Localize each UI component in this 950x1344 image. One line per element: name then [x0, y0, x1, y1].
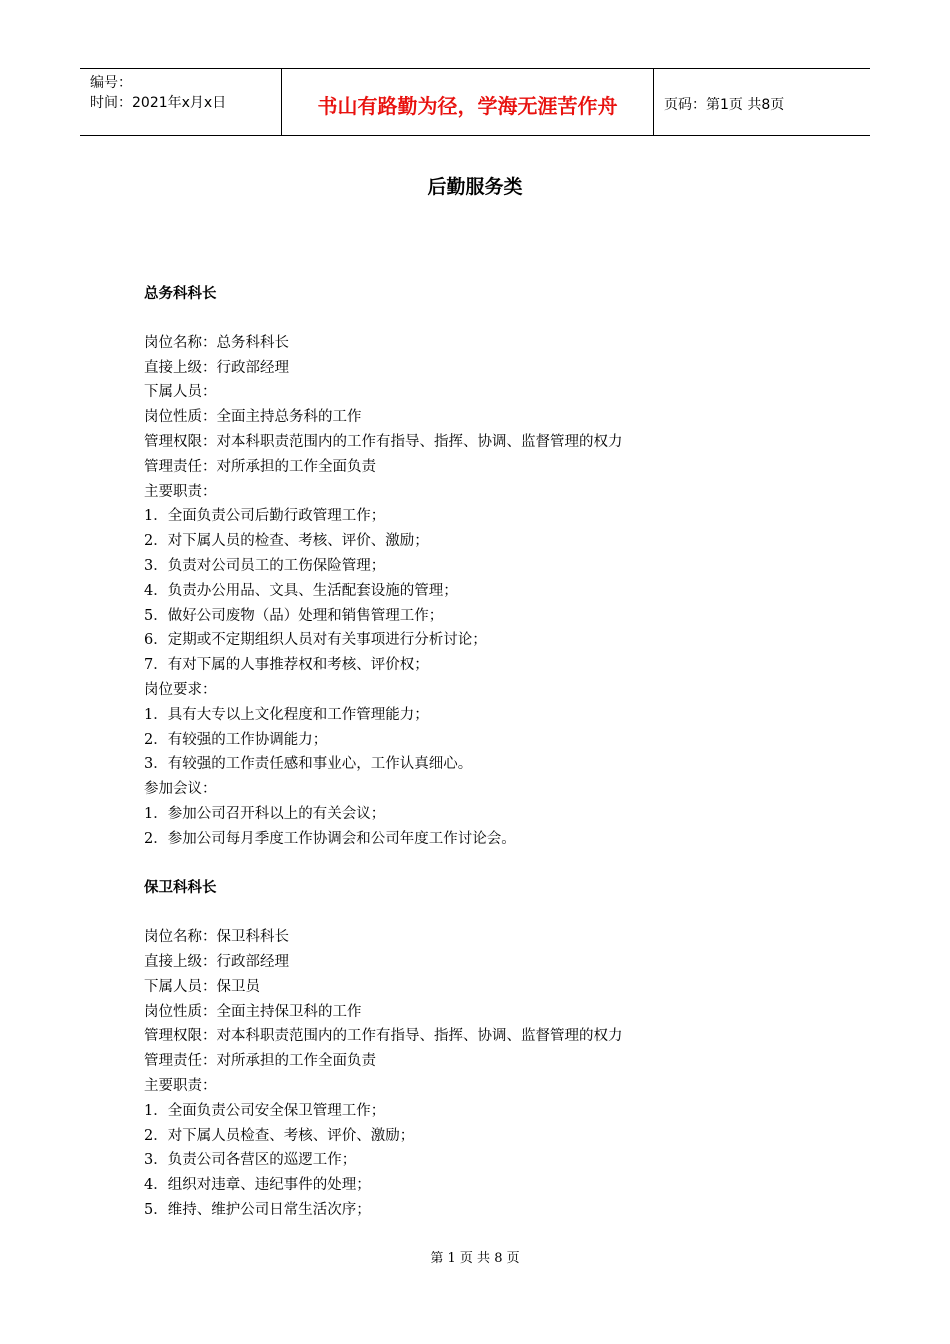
- text-line: 直接上级：行政部经理: [144, 953, 289, 970]
- header-motto: 书山有路勤为径，学海无涯苦作舟: [281, 69, 654, 135]
- text-line: 管理权限：对本科职责范围内的工作有指导、指挥、协调、监督管理的权力: [144, 433, 623, 450]
- text-line: 2．有较强的工作协调能力；: [144, 731, 328, 748]
- text-line: 2．对下属人员的检查、考核、评价、激励；: [144, 533, 429, 550]
- page-header: [80, 68, 870, 136]
- text-line: 岗位名称：总务科科长: [144, 334, 289, 351]
- header-meta: [80, 69, 281, 135]
- text-line: 3．有较强的工作责任感和事业心，工作认真细心。: [144, 756, 473, 773]
- time-label: 时间：2021年x月x日: [90, 95, 227, 111]
- header-page-info: 页码：第1页 共8页: [664, 97, 785, 113]
- document-body: [144, 282, 844, 1223]
- text-line: 岗位性质：全面主持保卫科的工作: [144, 1003, 362, 1020]
- text-line: 2．参加公司每月季度工作协调会和公司年度工作讨论会。: [144, 830, 516, 847]
- text-line: 7．有对下属的人事推荐权和考核、评价权；: [144, 657, 429, 674]
- text-line: 1．全面负责公司安全保卫管理工作；: [144, 1102, 386, 1119]
- spacer: [144, 306, 844, 331]
- document-title: 后勤服务类: [427, 176, 523, 198]
- text-line: 管理责任：对所承担的工作全面负责: [144, 458, 376, 475]
- number-label: 编号：: [90, 75, 132, 91]
- text-line: 主要职责：: [144, 1077, 217, 1094]
- text-line: 管理权限：对本科职责范围内的工作有指导、指挥、协调、监督管理的权力: [144, 1028, 623, 1045]
- text-line: 5．做好公司废物（品）处理和销售管理工作；: [144, 607, 444, 624]
- text-line: 4．负责办公用品、文具、生活配套设施的管理；: [144, 582, 458, 599]
- text-line: 6．定期或不定期组织人员对有关事项进行分析讨论；: [144, 632, 487, 649]
- text-line: 参加会议：: [144, 781, 217, 798]
- text-line: 直接上级：行政部经理: [144, 359, 289, 376]
- text-line: 2．对下属人员检查、考核、评价、激励；: [144, 1127, 415, 1144]
- spacer: [144, 900, 844, 925]
- text-line: 岗位名称：保卫科科长: [144, 929, 289, 946]
- text-line: 1．参加公司召开科以上的有关会议；: [144, 805, 386, 822]
- text-line: 下属人员：: [144, 384, 217, 401]
- text-line: 下属人员：保卫员: [144, 978, 260, 995]
- section-title: 保卫科科长: [144, 880, 217, 897]
- text-line: 1．全面负责公司后勤行政管理工作；: [144, 508, 386, 525]
- section-title: 总务科科长: [144, 286, 217, 302]
- text-line: 3．负责对公司员工的工伤保险管理；: [144, 557, 386, 574]
- text-line: 岗位要求：: [144, 681, 217, 698]
- text-line: 管理责任：对所承担的工作全面负责: [144, 1053, 376, 1070]
- text-line: 主要职责：: [144, 483, 217, 500]
- text-line: 5．维持、维护公司日常生活次序；: [144, 1201, 371, 1218]
- text-line: 1．具有大专以上文化程度和工作管理能力；: [144, 706, 429, 723]
- page-footer: 第 1 页 共 8 页: [430, 1251, 520, 1266]
- spacer: [144, 852, 844, 877]
- section-security: [144, 876, 844, 1222]
- section-general-affairs: [144, 282, 844, 852]
- text-line: 岗位性质：全面主持总务科的工作: [144, 409, 362, 426]
- text-line: 4．组织对违章、违纪事件的处理；: [144, 1177, 371, 1194]
- text-line: 3．负责公司各营区的巡逻工作；: [144, 1152, 357, 1169]
